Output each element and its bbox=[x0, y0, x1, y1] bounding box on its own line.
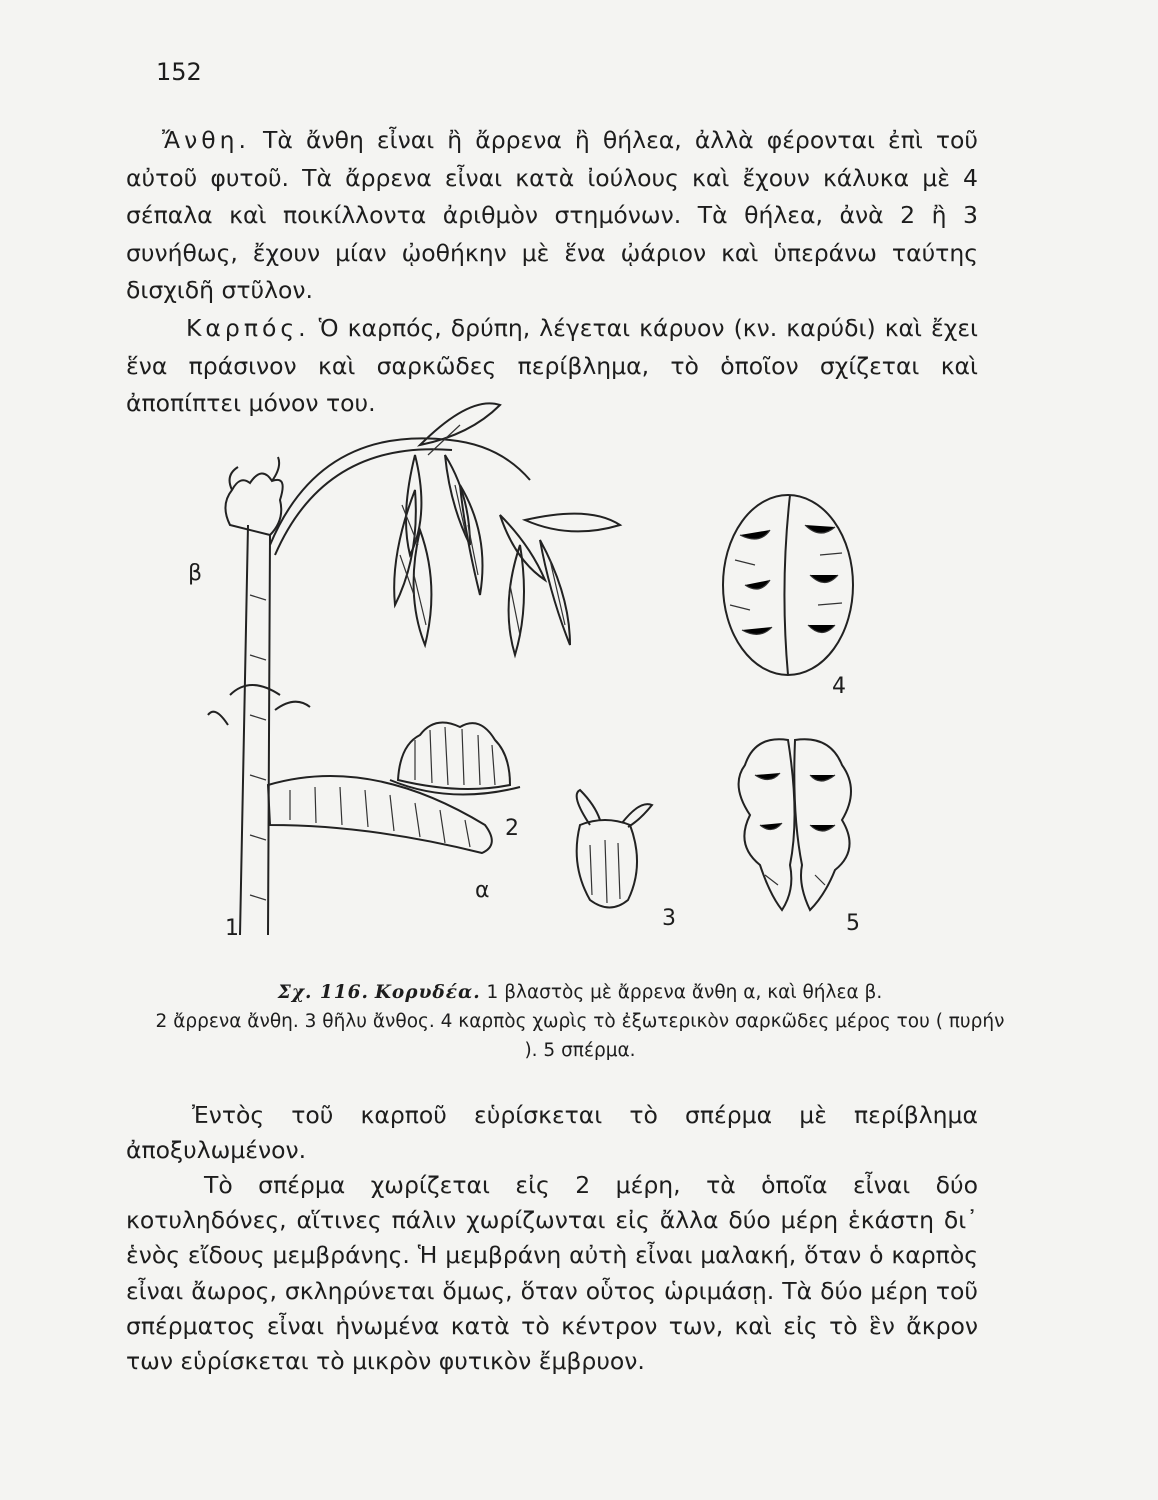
label-2: 2 bbox=[505, 816, 519, 841]
flowers-text: Τὰ ἄνθη εἶναι ἢ ἄρρενα ἢ θήλεα, ἀλλὰ φέρονται ἐπὶ τοῦ αὐτοῦ φυτοῦ. Τὰ ἄρρενα εἶναι κατὰ ἰούλους καὶ ἔχουν κάλυκα μὲ 4 σέπαλα καὶ ποικίλλοντα ἀριθμὸν στημόνων. Τὰ θήλεα, ἀνὰ 2 ἢ 3 συνήθως, ἔχουν μίαν ᾠοθήκην μὲ ἕνα ᾠάριον καὶ ὑπεράνω ταύτης δισχιδῆ στῦλον. bbox=[126, 126, 978, 304]
walnut-seed-icon bbox=[739, 739, 851, 910]
figure-caption bbox=[150, 978, 1010, 1065]
label-1: 1 bbox=[225, 916, 239, 941]
female-flower-icon bbox=[577, 790, 652, 908]
caption-plant-name: Κορυδέα. bbox=[374, 982, 481, 1003]
paragraph-flowers bbox=[126, 122, 978, 310]
label-alpha: α bbox=[475, 878, 490, 903]
fruit-text: Ὁ καρπός, δρύπη, λέγεται κάρυον (κν. καρύδι) καὶ ἔχει ἕνα πράσινον καὶ σαρκῶδες περίβλημα, τὸ ὁποῖον σχίζεται καὶ ἀποπίπτει μόνον του. bbox=[126, 314, 978, 417]
caption-line-1 bbox=[150, 978, 1010, 1007]
walnut-figure bbox=[170, 395, 930, 950]
label-4: 4 bbox=[832, 674, 846, 699]
walnut-illustration bbox=[170, 395, 930, 950]
fruit-lead: Καρπός. bbox=[186, 314, 310, 342]
walnut-shoot-icon bbox=[208, 403, 620, 935]
flowers-lead: Ἄνθη. bbox=[162, 126, 250, 154]
paragraph-seed-cover: Ἐντὸς τοῦ καρποῦ εὑρίσκεται τὸ σπέρμα μὲ περίβλημα ἀποξυλωμένον. bbox=[126, 1101, 978, 1165]
label-5: 5 bbox=[846, 911, 860, 936]
caption-figure-label: Σχ. 116. bbox=[277, 982, 369, 1003]
label-3: 3 bbox=[662, 906, 676, 931]
walnut-shell-icon bbox=[723, 495, 853, 675]
male-flower-icon bbox=[390, 723, 520, 795]
caption-line-2: 2 ἄρρενα ἄνθη. 3 θῆλυ ἄνθος. 4 καρπὸς χωρὶς τὸ ἐξωτερικὸν σαρκῶδες μέρος του ( πυρήν ). 5 σπέρμα. bbox=[155, 1011, 1005, 1061]
paragraph-seed-parts: Τὸ σπέρμα χωρίζεται εἰς 2 μέρη, τὰ ὁποῖα εἶναι δύο κοτυληδόνες, αἵτινες πάλιν χωρίζωνται εἰς ἄλλα δύο μέρη ἑκάστη δι᾽ ἑνὸς εἴδους μεμβράνης. Ἡ μεμβράνη αὐτὴ εἶναι μαλακή, ὅταν ὁ καρπὸς εἶναι ἄωρος, σκληρύνεται ὅμως, ὅταν οὗτος ὡριμάσῃ. Τὰ δύο μέρη τοῦ σπέρματος εἶναι ἡνωμένα κατὰ τὸ κέντρον των, καὶ εἰς τὸ ἓν ἄκρον των εὑρίσκεται τὸ μικρὸν φυτικὸν ἔμβρυον. bbox=[126, 1171, 978, 1376]
label-beta: β bbox=[188, 561, 203, 586]
page-number: 152 bbox=[156, 58, 202, 86]
caption-text-1: 1 βλαστὸς μὲ ἄρρενα ἄνθη α, καὶ θήλεα β. bbox=[480, 982, 883, 1003]
